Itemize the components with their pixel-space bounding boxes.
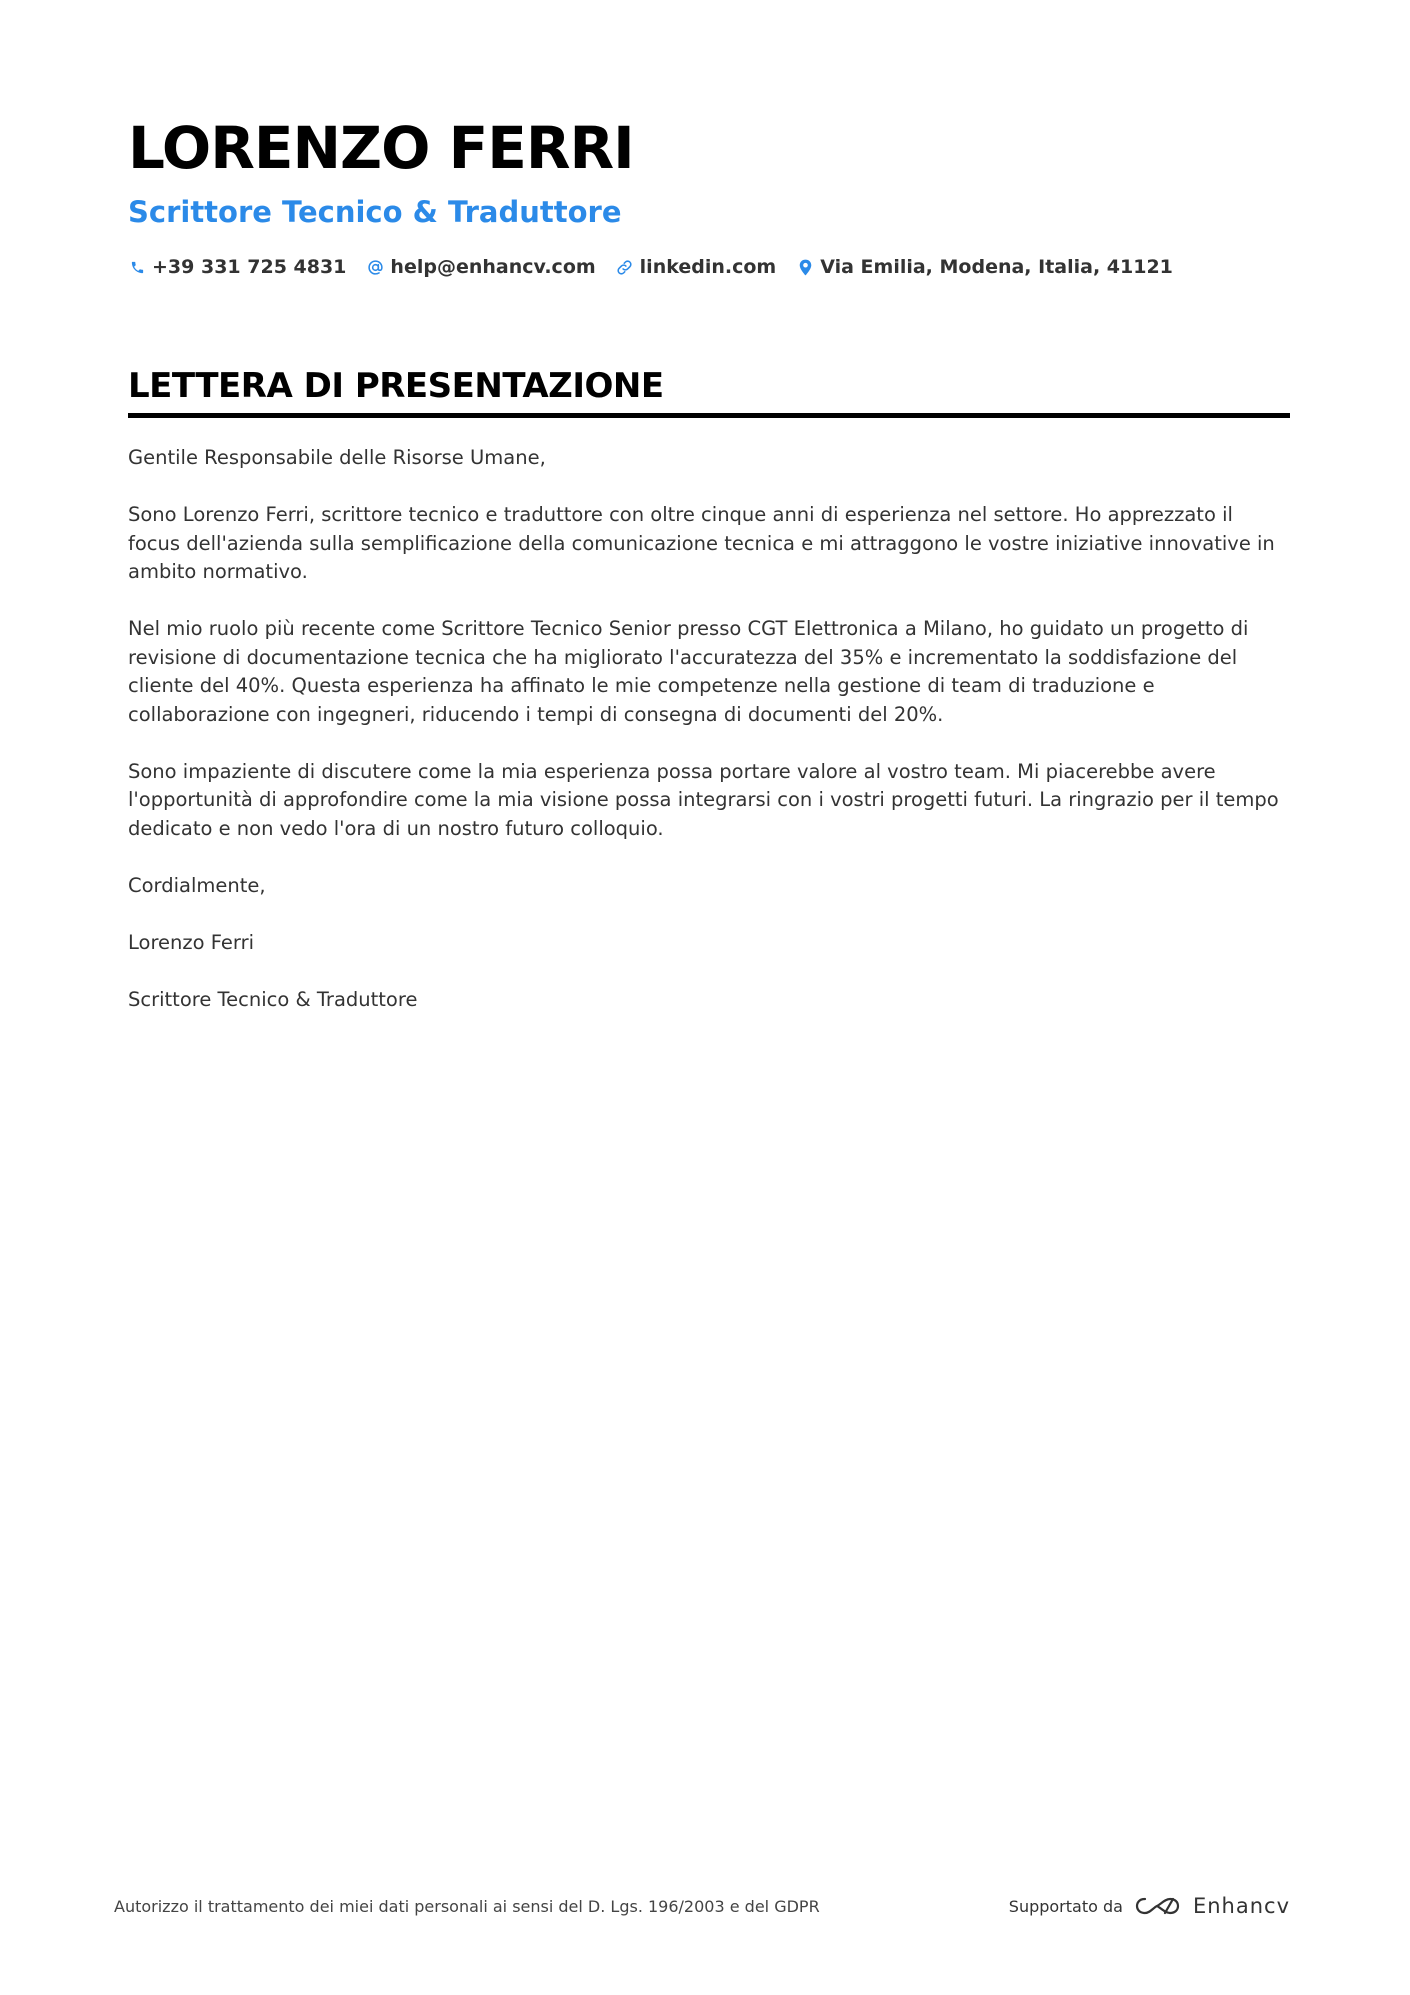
linkedin-link[interactable]: linkedin.com: [639, 256, 777, 278]
candidate-name: LORENZO FERRI: [128, 114, 634, 182]
powered-by-label: Supportato da: [1008, 1896, 1123, 1916]
enhancv-logo-icon: [1135, 1894, 1181, 1918]
closing: Cordialmente,: [128, 873, 266, 897]
contact-bar: [128, 252, 1288, 282]
phone-number: +39 331 725 4831: [152, 256, 347, 278]
section-title: LETTERA DI PRESENTAZIONE: [128, 366, 664, 406]
signature-title: Scrittore Tecnico & Traduttore: [128, 987, 418, 1011]
powered-by[interactable]: [1009, 1894, 1290, 1918]
phone-icon: [128, 258, 146, 276]
privacy-consent: Autorizzo il trattamento dei miei dati personali ai sensi del D. Lgs. 196/2003 e del GDPR: [114, 1896, 820, 1916]
salutation: Gentile Responsabile delle Risorse Umane,: [128, 446, 546, 469]
address: Via Emilia, Modena, Italia, 41121: [820, 256, 1173, 278]
contact-phone: [128, 256, 346, 278]
signature-name: Lorenzo Ferri: [128, 930, 255, 954]
cover-letter-section: [128, 363, 1290, 1043]
link-icon: [616, 258, 634, 276]
footer: [114, 1890, 1290, 1922]
email-address[interactable]: help@enhancv.com: [390, 256, 596, 278]
brand-name: Enhancv: [1192, 1894, 1290, 1918]
contact-email[interactable]: [366, 256, 595, 278]
contact-linkedin[interactable]: [616, 256, 777, 278]
letter-paragraph: Sono Lorenzo Ferri, scrittore tecnico e traduttore con oltre cinque anni di esperienza nel settore. Ho apprezzato il focus dell'azienda sulla semplificazione della comunicazione tecnica e mi attraggono le vostre iniziative innovative in ambito normativo.: [128, 503, 1275, 583]
candidate-title: Scrittore Tecnico & Traduttore: [128, 195, 622, 229]
contact-address: [796, 256, 1173, 278]
letter-paragraph: Nel mio ruolo più recente come Scrittore Tecnico Senior presso CGT Elettronica a Milano, ho guidato un progetto di revisione di documentazione tecnica che ha migliorato l'accuratezza del 35% e incrementato la soddisfazione del cliente del 40%. Questa esperienza ha affinato le mie competenze nella gestione di team di traduzione e collaborazione con ingegneri, riducendo i tempi di consegna di documenti del 20%.: [128, 617, 1249, 726]
letter-body: [128, 444, 1290, 1014]
letter-paragraph: Sono impaziente di discutere come la mia esperienza possa portare valore al vostro team. Mi piacerebbe avere l'opportunità di approfondire come la mia visione possa integrarsi con i vostri progetti futuri. La ringrazio per il tempo dedicato e non vedo l'ora di un nostro futuro colloquio.: [128, 759, 1279, 840]
at-icon: [366, 258, 384, 276]
section-divider: [128, 413, 1290, 418]
location-pin-icon: [796, 258, 814, 276]
header: [128, 110, 1288, 282]
